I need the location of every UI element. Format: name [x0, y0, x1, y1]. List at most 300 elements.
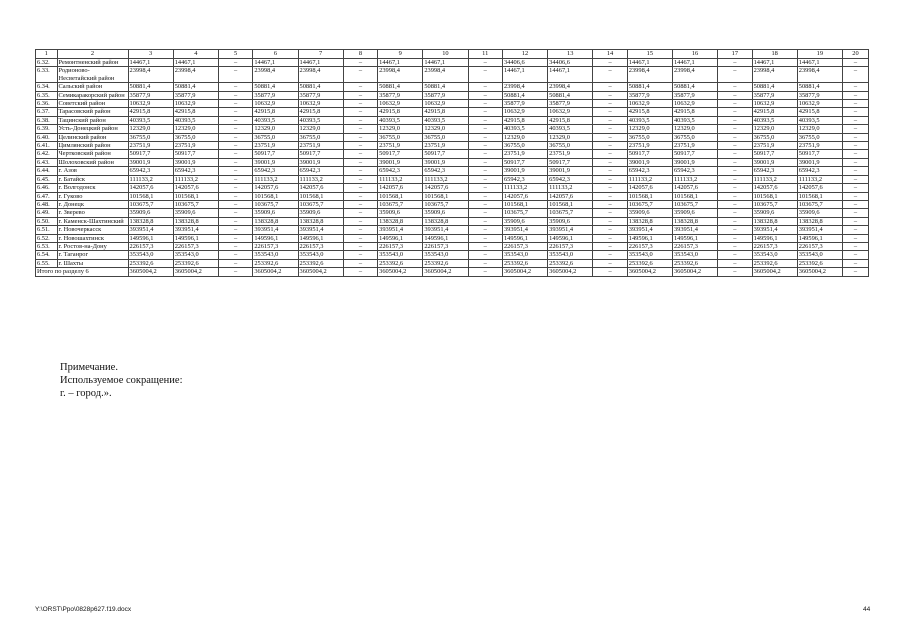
value-cell: 42915,8 [752, 108, 797, 116]
value-cell: – [468, 59, 502, 67]
value-cell: – [593, 217, 627, 225]
municipality-cell: Чертковский район [57, 150, 128, 158]
value-cell: 142057,6 [502, 192, 547, 200]
value-cell: 10632,9 [128, 100, 173, 108]
value-cell: – [718, 217, 752, 225]
header-cell: 20 [842, 50, 868, 59]
value-cell: 226157,3 [797, 242, 842, 250]
table-row [36, 184, 869, 192]
table-row [36, 259, 869, 267]
value-cell: 14467,1 [548, 67, 593, 83]
value-cell: – [593, 150, 627, 158]
value-cell: – [718, 158, 752, 166]
value-cell: 393951,4 [548, 226, 593, 234]
value-cell: – [218, 67, 252, 83]
value-cell: 101568,1 [502, 200, 547, 208]
value-cell: 353543,0 [253, 251, 298, 259]
value-cell: 101568,1 [627, 192, 672, 200]
value-cell: – [593, 83, 627, 91]
value-cell: 40393,5 [253, 116, 298, 124]
value-cell: 23751,9 [378, 142, 423, 150]
value-cell: 142057,6 [253, 184, 298, 192]
row-number-cell: 6.36. [36, 100, 58, 108]
row-number-cell: 6.53. [36, 242, 58, 250]
value-cell: – [218, 242, 252, 250]
value-cell: – [593, 142, 627, 150]
value-cell: – [468, 234, 502, 242]
value-cell: 226157,3 [128, 242, 173, 250]
value-cell: 42915,8 [627, 108, 672, 116]
value-cell: 50917,7 [502, 158, 547, 166]
value-cell: 353543,0 [672, 251, 717, 259]
value-cell: – [718, 125, 752, 133]
value-cell: 36755,0 [128, 133, 173, 141]
row-number-cell: 6.37. [36, 108, 58, 116]
value-cell: 14467,1 [378, 59, 423, 67]
value-cell: – [218, 116, 252, 124]
value-cell: – [718, 108, 752, 116]
municipality-cell: г. Таганрог [57, 251, 128, 259]
value-cell: 50881,4 [548, 91, 593, 99]
value-cell: 35877,9 [502, 100, 547, 108]
value-cell: 253392,6 [502, 259, 547, 267]
table-row [36, 234, 869, 242]
value-cell: – [593, 100, 627, 108]
value-cell: – [343, 175, 377, 183]
municipality-cell: Ремонтненский район [57, 59, 128, 67]
value-cell: – [343, 167, 377, 175]
table-row [36, 200, 869, 208]
value-cell: 40393,5 [672, 116, 717, 124]
value-cell: 12329,0 [128, 125, 173, 133]
value-cell: – [468, 192, 502, 200]
value-cell: 393951,4 [672, 226, 717, 234]
value-cell: 103675,7 [797, 200, 842, 208]
value-cell: 142057,6 [298, 184, 343, 192]
value-cell: 42915,8 [672, 108, 717, 116]
value-cell: 65942,3 [548, 175, 593, 183]
value-cell: 40393,5 [797, 116, 842, 124]
value-cell: – [718, 192, 752, 200]
value-cell: 40393,5 [173, 116, 218, 124]
value-cell: 42915,8 [502, 116, 547, 124]
value-cell: 149596,1 [253, 234, 298, 242]
value-cell: 23998,4 [797, 67, 842, 83]
value-cell: 253392,6 [752, 259, 797, 267]
table-row [36, 116, 869, 124]
value-cell: 393951,4 [797, 226, 842, 234]
header-cell: 13 [548, 50, 593, 59]
value-cell: – [593, 91, 627, 99]
total-value-cell: – [718, 268, 752, 276]
value-cell: – [218, 251, 252, 259]
value-cell: – [718, 259, 752, 267]
header-cell: 1 [36, 50, 58, 59]
value-cell: – [593, 108, 627, 116]
value-cell: 23998,4 [672, 67, 717, 83]
value-cell: 65942,3 [298, 167, 343, 175]
value-cell: 23751,9 [672, 142, 717, 150]
value-cell: 226157,3 [173, 242, 218, 250]
header-cell: 2 [57, 50, 128, 59]
value-cell: 10632,9 [502, 108, 547, 116]
value-cell: 50881,4 [378, 83, 423, 91]
value-cell: 10632,9 [378, 100, 423, 108]
value-cell: 50881,4 [627, 83, 672, 91]
municipality-cell: Цимлянский район [57, 142, 128, 150]
value-cell: – [468, 226, 502, 234]
value-cell: 226157,3 [548, 242, 593, 250]
value-cell: – [218, 217, 252, 225]
value-cell: 14467,1 [128, 59, 173, 67]
page-number: 44 [863, 606, 871, 613]
value-cell: 138328,8 [173, 217, 218, 225]
value-cell: 226157,3 [378, 242, 423, 250]
value-cell: – [718, 184, 752, 192]
table-row [36, 59, 869, 67]
value-cell: – [218, 142, 252, 150]
value-cell: 10632,9 [423, 100, 468, 108]
row-number-cell: 6.43. [36, 158, 58, 166]
value-cell: 23998,4 [627, 67, 672, 83]
value-cell: 36755,0 [502, 142, 547, 150]
value-cell: 50917,7 [423, 150, 468, 158]
value-cell: 39001,9 [752, 158, 797, 166]
value-cell: 142057,6 [752, 184, 797, 192]
value-cell: 10632,9 [548, 108, 593, 116]
header-cell: 15 [627, 50, 672, 59]
value-cell: 34406,6 [548, 59, 593, 67]
municipality-cell: Шолоховский район [57, 158, 128, 166]
value-cell: 149596,1 [423, 234, 468, 242]
value-cell: 111133,2 [298, 175, 343, 183]
value-cell: 35909,6 [253, 209, 298, 217]
value-cell: 35909,6 [752, 209, 797, 217]
value-cell: 50917,7 [298, 150, 343, 158]
value-cell: 103675,7 [378, 200, 423, 208]
row-number-cell: 6.52. [36, 234, 58, 242]
value-cell: 36755,0 [548, 142, 593, 150]
value-cell: 65942,3 [173, 167, 218, 175]
value-cell: 40393,5 [627, 116, 672, 124]
value-cell: – [343, 184, 377, 192]
value-cell: – [468, 108, 502, 116]
value-cell: 14467,1 [752, 59, 797, 67]
value-cell: 353543,0 [627, 251, 672, 259]
value-cell: – [718, 242, 752, 250]
value-cell: – [718, 116, 752, 124]
value-cell: – [718, 100, 752, 108]
value-cell: – [468, 209, 502, 217]
value-cell: – [718, 91, 752, 99]
value-cell: – [842, 91, 868, 99]
value-cell: – [842, 100, 868, 108]
value-cell: 39001,9 [672, 158, 717, 166]
table-row [36, 242, 869, 250]
value-cell: 35877,9 [253, 91, 298, 99]
value-cell: – [218, 133, 252, 141]
value-cell: 50917,7 [752, 150, 797, 158]
value-cell: 149596,1 [128, 234, 173, 242]
value-cell: – [218, 175, 252, 183]
value-cell: 101568,1 [128, 192, 173, 200]
value-cell: – [593, 234, 627, 242]
total-value-cell: 3605004,2 [378, 268, 423, 276]
value-cell: – [218, 108, 252, 116]
header-cell: 7 [298, 50, 343, 59]
value-cell: – [593, 226, 627, 234]
value-cell: 101568,1 [672, 192, 717, 200]
value-cell: 103675,7 [752, 200, 797, 208]
value-cell: – [842, 192, 868, 200]
value-cell: – [343, 259, 377, 267]
value-cell: 65942,3 [378, 167, 423, 175]
municipality-cell: Тарасовский район [57, 108, 128, 116]
value-cell: – [468, 242, 502, 250]
municipality-cell: г. Волгодонск [57, 184, 128, 192]
value-cell: 40393,5 [298, 116, 343, 124]
row-number-cell: 6.39. [36, 125, 58, 133]
value-cell: – [343, 116, 377, 124]
value-cell: 138328,8 [298, 217, 343, 225]
value-cell: 149596,1 [502, 234, 547, 242]
table-total-row [36, 268, 869, 276]
total-value-cell: – [593, 268, 627, 276]
value-cell: – [468, 91, 502, 99]
value-cell: – [343, 251, 377, 259]
value-cell: – [343, 59, 377, 67]
value-cell: 10632,9 [173, 100, 218, 108]
value-cell: 35909,6 [128, 209, 173, 217]
value-cell: – [218, 226, 252, 234]
value-cell: 149596,1 [378, 234, 423, 242]
value-cell: 226157,3 [752, 242, 797, 250]
value-cell: 42915,8 [378, 108, 423, 116]
value-cell: 42915,8 [128, 108, 173, 116]
municipality-cell: Усть-Донецкий район [57, 125, 128, 133]
value-cell: 36755,0 [752, 133, 797, 141]
value-cell: 101568,1 [423, 192, 468, 200]
value-cell: 50881,4 [752, 83, 797, 91]
value-cell: – [343, 133, 377, 141]
value-cell: 65942,3 [128, 167, 173, 175]
value-cell: 111133,2 [502, 184, 547, 192]
value-cell: – [593, 184, 627, 192]
value-cell: 50881,4 [173, 83, 218, 91]
value-cell: – [343, 217, 377, 225]
value-cell: 12329,0 [627, 125, 672, 133]
value-cell: 35877,9 [797, 91, 842, 99]
value-cell: – [593, 67, 627, 83]
value-cell: 10632,9 [298, 100, 343, 108]
total-value-cell: 3605004,2 [253, 268, 298, 276]
value-cell: – [718, 200, 752, 208]
row-number-cell: 6.33. [36, 67, 58, 83]
municipality-cell: г. Новошахтинск [57, 234, 128, 242]
value-cell: 42915,8 [173, 108, 218, 116]
value-cell: 39001,9 [253, 158, 298, 166]
row-number-cell: 6.51. [36, 226, 58, 234]
value-cell: 111133,2 [752, 175, 797, 183]
value-cell: 40393,5 [548, 125, 593, 133]
value-cell: – [718, 175, 752, 183]
value-cell: 142057,6 [797, 184, 842, 192]
header-cell: 14 [593, 50, 627, 59]
value-cell: 253392,6 [548, 259, 593, 267]
value-cell: – [343, 242, 377, 250]
row-number-cell: 6.44. [36, 167, 58, 175]
value-cell: 40393,5 [423, 116, 468, 124]
table-row [36, 133, 869, 141]
value-cell: – [218, 125, 252, 133]
table-row [36, 142, 869, 150]
value-cell: – [343, 125, 377, 133]
value-cell: 393951,4 [253, 226, 298, 234]
value-cell: – [218, 234, 252, 242]
row-number-cell: 6.54. [36, 251, 58, 259]
municipality-cell: г. Каменск-Шахтинский [57, 217, 128, 225]
value-cell: – [218, 150, 252, 158]
value-cell: 36755,0 [627, 133, 672, 141]
value-cell: 226157,3 [627, 242, 672, 250]
table-row [36, 158, 869, 166]
value-cell: – [593, 116, 627, 124]
value-cell: – [218, 184, 252, 192]
header-cell: 8 [343, 50, 377, 59]
value-cell: 103675,7 [627, 200, 672, 208]
total-value-cell: 3605004,2 [627, 268, 672, 276]
value-cell: 226157,3 [423, 242, 468, 250]
notes-line: г. – город.». [60, 388, 112, 399]
total-value-cell: 3605004,2 [502, 268, 547, 276]
value-cell: – [218, 100, 252, 108]
value-cell: – [218, 192, 252, 200]
municipality-cell: г. Донецк [57, 200, 128, 208]
value-cell: – [842, 150, 868, 158]
value-cell: – [842, 83, 868, 91]
value-cell: 101568,1 [173, 192, 218, 200]
header-cell: 3 [128, 50, 173, 59]
value-cell: 142057,6 [672, 184, 717, 192]
value-cell: – [718, 142, 752, 150]
value-cell: 50881,4 [423, 83, 468, 91]
value-cell: – [468, 167, 502, 175]
header-cell: 4 [173, 50, 218, 59]
value-cell: 103675,7 [423, 200, 468, 208]
value-cell: 40393,5 [378, 116, 423, 124]
value-cell: – [842, 184, 868, 192]
value-cell: 10632,9 [627, 100, 672, 108]
value-cell: – [718, 59, 752, 67]
row-number-cell: 6.47. [36, 192, 58, 200]
value-cell: 226157,3 [253, 242, 298, 250]
value-cell: 393951,4 [502, 226, 547, 234]
header-cell: 11 [468, 50, 502, 59]
value-cell: 393951,4 [627, 226, 672, 234]
budget-table [35, 49, 869, 277]
value-cell: – [468, 116, 502, 124]
value-cell: – [343, 150, 377, 158]
value-cell: 65942,3 [797, 167, 842, 175]
row-number-cell: 6.42. [36, 150, 58, 158]
value-cell: 10632,9 [752, 100, 797, 108]
total-value-cell: 3605004,2 [548, 268, 593, 276]
value-cell: – [842, 226, 868, 234]
value-cell: 111133,2 [423, 175, 468, 183]
value-cell: 42915,8 [298, 108, 343, 116]
table-row [36, 125, 869, 133]
municipality-cell: г. Новочеркасск [57, 226, 128, 234]
table-row [36, 217, 869, 225]
row-number-cell: 6.41. [36, 142, 58, 150]
value-cell: – [343, 192, 377, 200]
value-cell: 353543,0 [502, 251, 547, 259]
value-cell: 23751,9 [752, 142, 797, 150]
value-cell: 142057,6 [378, 184, 423, 192]
total-value-cell: 3605004,2 [128, 268, 173, 276]
value-cell: 36755,0 [173, 133, 218, 141]
value-cell: 35909,6 [378, 209, 423, 217]
value-cell: – [593, 251, 627, 259]
value-cell: 36755,0 [298, 133, 343, 141]
row-number-cell: 6.32. [36, 59, 58, 67]
total-value-cell: 3605004,2 [752, 268, 797, 276]
value-cell: – [343, 226, 377, 234]
value-cell: – [218, 209, 252, 217]
value-cell: 50917,7 [128, 150, 173, 158]
value-cell: – [718, 150, 752, 158]
value-cell: – [343, 200, 377, 208]
row-number-cell: 6.49. [36, 209, 58, 217]
value-cell: 103675,7 [548, 209, 593, 217]
value-cell: 138328,8 [797, 217, 842, 225]
municipality-cell: г. Зверево [57, 209, 128, 217]
value-cell: – [468, 150, 502, 158]
value-cell: 12329,0 [752, 125, 797, 133]
value-cell: – [218, 259, 252, 267]
value-cell: 393951,4 [298, 226, 343, 234]
value-cell: 142057,6 [548, 192, 593, 200]
value-cell: 111133,2 [627, 175, 672, 183]
value-cell: 50917,7 [253, 150, 298, 158]
value-cell: 253392,6 [797, 259, 842, 267]
value-cell: 50881,4 [797, 83, 842, 91]
value-cell: 253392,6 [378, 259, 423, 267]
value-cell: 39001,9 [627, 158, 672, 166]
value-cell: 10632,9 [253, 100, 298, 108]
value-cell: 12329,0 [672, 125, 717, 133]
value-cell: 253392,6 [253, 259, 298, 267]
value-cell: 149596,1 [298, 234, 343, 242]
value-cell: 65942,3 [423, 167, 468, 175]
value-cell: 10632,9 [797, 100, 842, 108]
table-row [36, 175, 869, 183]
value-cell: 50881,4 [298, 83, 343, 91]
value-cell: 35909,6 [797, 209, 842, 217]
value-cell: – [468, 217, 502, 225]
value-cell: 23998,4 [128, 67, 173, 83]
value-cell: 353543,0 [797, 251, 842, 259]
value-cell: 35909,6 [423, 209, 468, 217]
row-number-cell: 6.46. [36, 184, 58, 192]
value-cell: 14467,1 [672, 59, 717, 67]
value-cell: 149596,1 [752, 234, 797, 242]
value-cell: 226157,3 [672, 242, 717, 250]
value-cell: – [468, 184, 502, 192]
value-cell: – [842, 259, 868, 267]
header-cell: 5 [218, 50, 252, 59]
value-cell: 23751,9 [627, 142, 672, 150]
